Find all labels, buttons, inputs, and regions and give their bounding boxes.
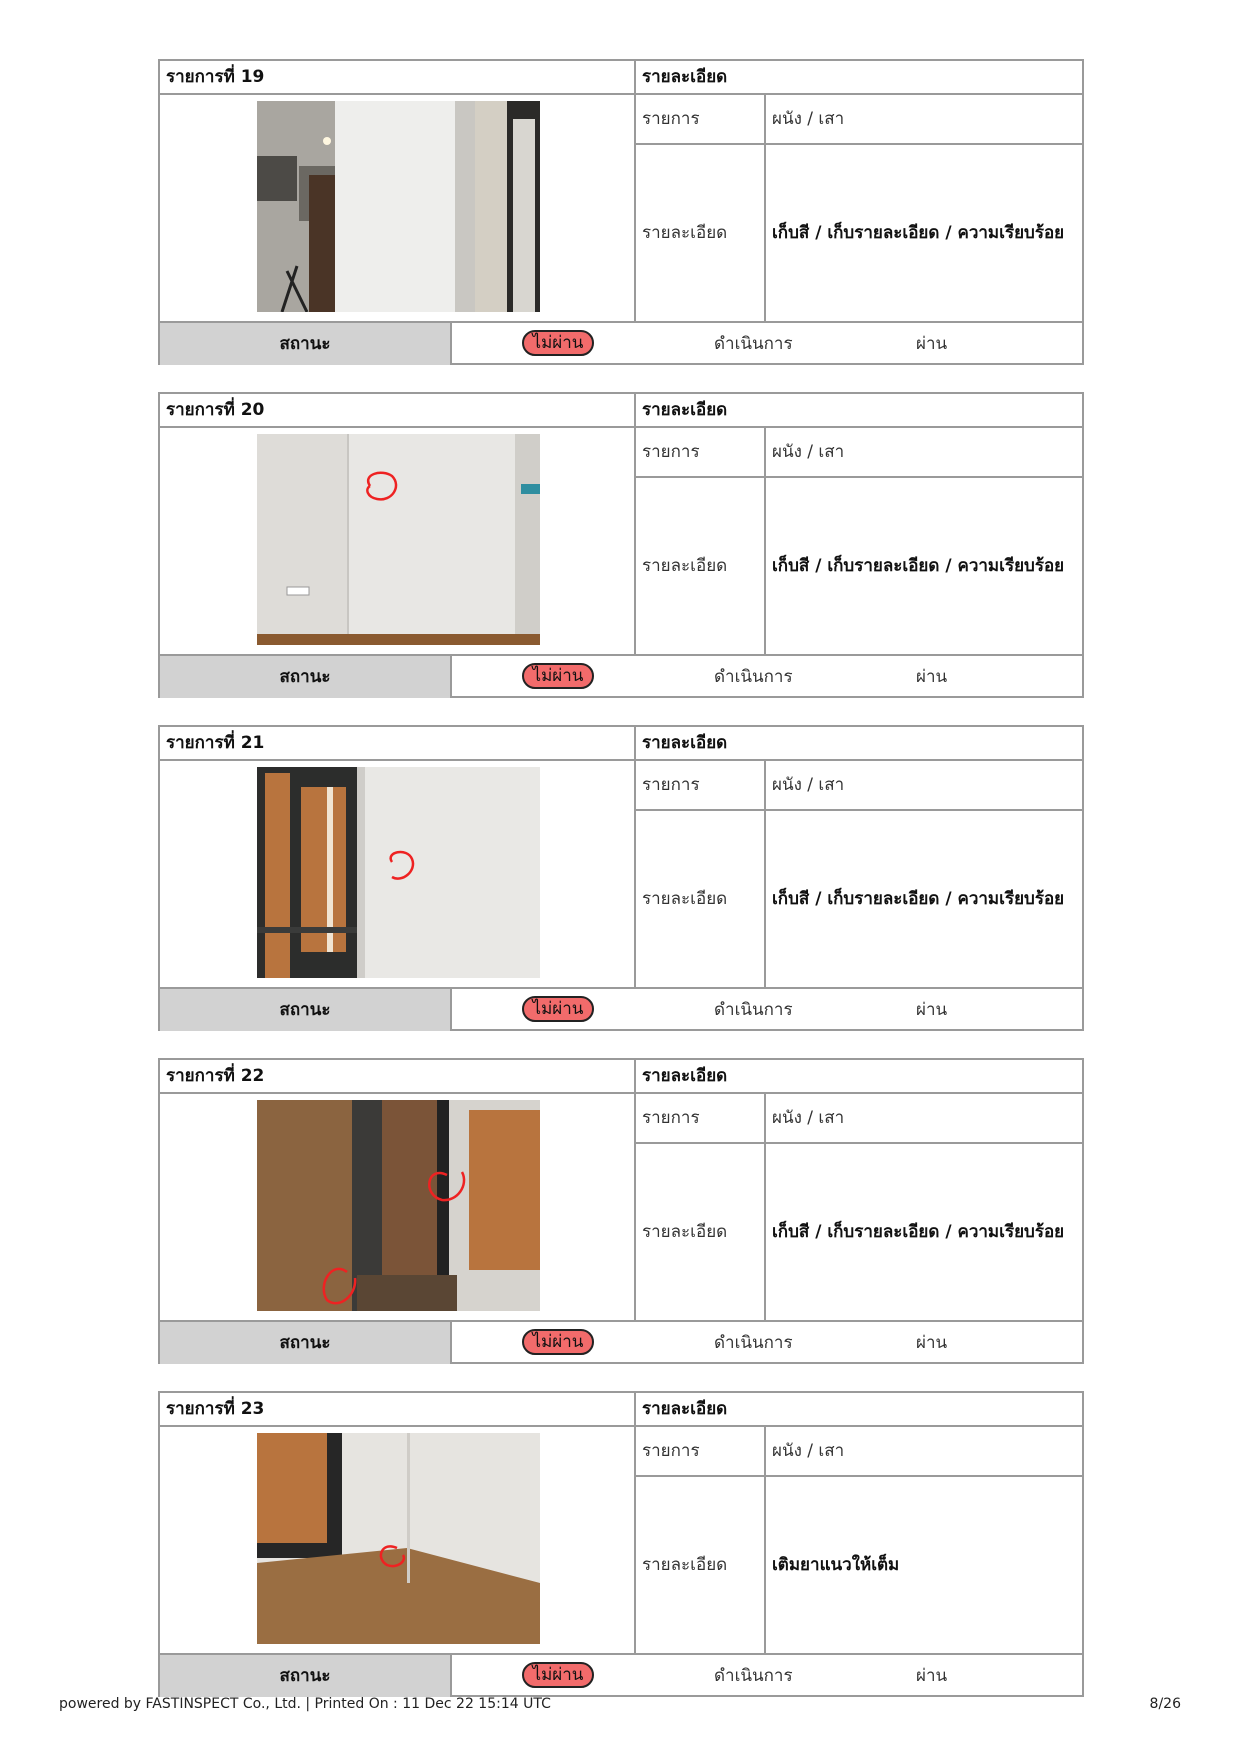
status-label: สถานะ (160, 989, 452, 1031)
item-value: ผนัง / เสา (766, 95, 1082, 145)
photo-cell (160, 428, 636, 654)
status-fail-badge[interactable]: ไม่ผ่าน (522, 1662, 594, 1688)
status-row (160, 1320, 1082, 1364)
detail-label: รายละเอียด (636, 811, 766, 987)
item-value: ผนัง / เสา (766, 1094, 1082, 1144)
inspection-card-19 (158, 59, 1084, 365)
inspection-card-21 (158, 725, 1084, 1031)
item-title: รายการที่ 21 (160, 727, 636, 761)
footer-text: powered by FASTINSPECT Co., Ltd. | Printed On : 11 Dec 22 15:14 UTC (59, 1696, 551, 1712)
status-fail-badge[interactable]: ไม่ผ่าน (522, 663, 594, 689)
status-fail-badge[interactable]: ไม่ผ่าน (522, 996, 594, 1022)
detail-value: เก็บสี / เก็บรายละเอียด / ความเรียบร้อย (772, 223, 1065, 243)
status-in-progress-option[interactable]: ดำเนินการ (714, 334, 793, 354)
status-row (160, 1653, 1082, 1697)
detail-header: รายละเอียด (636, 1393, 1082, 1427)
status-pass-option[interactable]: ผ่าน (916, 1000, 948, 1020)
status-label: สถานะ (160, 323, 452, 365)
detail-value: เก็บสี / เก็บรายละเอียด / ความเรียบร้อย (772, 889, 1065, 909)
photo-cell (160, 1094, 636, 1320)
status-in-progress-option[interactable]: ดำเนินการ (714, 1333, 793, 1353)
status-fail-badge[interactable]: ไม่ผ่าน (522, 1329, 594, 1355)
item-title: รายการที่ 20 (160, 394, 636, 428)
item-value: ผนัง / เสา (766, 1427, 1082, 1477)
inspection-photo[interactable] (257, 434, 540, 645)
photo-cell (160, 1427, 636, 1653)
status-label: สถานะ (160, 1322, 452, 1364)
item-label: รายการ (636, 95, 766, 145)
detail-label: รายละเอียด (636, 1144, 766, 1320)
status-fail-badge[interactable]: ไม่ผ่าน (522, 330, 594, 356)
status-row (160, 321, 1082, 365)
item-title: รายการที่ 22 (160, 1060, 636, 1094)
detail-value: เก็บสี / เก็บรายละเอียด / ความเรียบร้อย (772, 1222, 1065, 1242)
inspection-photo[interactable] (257, 1433, 540, 1644)
status-label: สถานะ (160, 1655, 452, 1697)
item-title: รายการที่ 19 (160, 61, 636, 95)
photo-cell (160, 761, 636, 987)
status-pass-option[interactable]: ผ่าน (916, 1666, 948, 1686)
inspection-photo[interactable] (257, 1100, 540, 1311)
inspection-photo[interactable] (257, 101, 540, 312)
item-value: ผนัง / เสา (766, 428, 1082, 478)
detail-header: รายละเอียด (636, 394, 1082, 428)
status-pass-option[interactable]: ผ่าน (916, 334, 948, 354)
inspection-card-20 (158, 392, 1084, 698)
detail-value: เติมยาแนวให้เต็ม (772, 1555, 900, 1575)
page-number: 8/26 (1149, 1696, 1181, 1712)
status-in-progress-option[interactable]: ดำเนินการ (714, 667, 793, 687)
item-label: รายการ (636, 1427, 766, 1477)
status-in-progress-option[interactable]: ดำเนินการ (714, 1666, 793, 1686)
detail-header: รายละเอียด (636, 727, 1082, 761)
item-label: รายการ (636, 1094, 766, 1144)
detail-header: รายละเอียด (636, 1060, 1082, 1094)
inspection-card-22 (158, 1058, 1084, 1364)
detail-label: รายละเอียด (636, 478, 766, 654)
item-value: ผนัง / เสา (766, 761, 1082, 811)
status-in-progress-option[interactable]: ดำเนินการ (714, 1000, 793, 1020)
status-row (160, 654, 1082, 698)
item-title: รายการที่ 23 (160, 1393, 636, 1427)
status-row (160, 987, 1082, 1031)
item-label: รายการ (636, 428, 766, 478)
inspection-photo[interactable] (257, 767, 540, 978)
detail-label: รายละเอียด (636, 145, 766, 321)
item-label: รายการ (636, 761, 766, 811)
inspection-card-23 (158, 1391, 1084, 1697)
status-pass-option[interactable]: ผ่าน (916, 667, 948, 687)
status-label: สถานะ (160, 656, 452, 698)
detail-header: รายละเอียด (636, 61, 1082, 95)
detail-label: รายละเอียด (636, 1477, 766, 1653)
status-pass-option[interactable]: ผ่าน (916, 1333, 948, 1353)
detail-value: เก็บสี / เก็บรายละเอียด / ความเรียบร้อย (772, 556, 1065, 576)
photo-cell (160, 95, 636, 321)
